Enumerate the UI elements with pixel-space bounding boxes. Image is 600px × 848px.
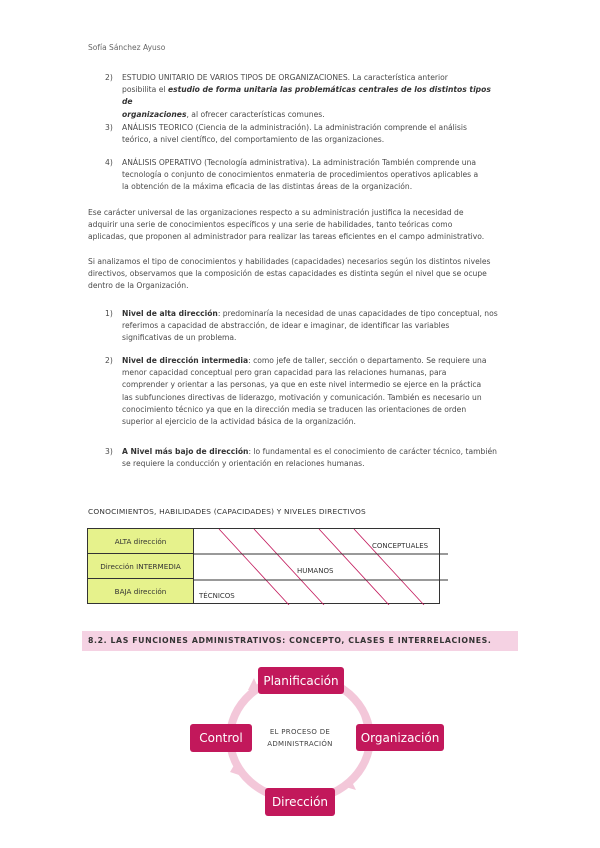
item-number: 3) xyxy=(105,447,113,456)
paragraph-line: aplicadas, que proponen al administrador para realizar las tareas eficientes en el campo administrativo. xyxy=(88,232,485,242)
item-text: ANÁLISIS OPERATIVO (Tecnología administrativa). La administración También comprende una xyxy=(122,158,477,167)
item-text: La característica anterior xyxy=(352,73,448,82)
skill-label: CONCEPTUALES xyxy=(372,542,429,550)
item-text: menor capacidad conceptual pero gran capacidad para las relaciones humanas, para xyxy=(122,368,447,378)
level-name: Nivel de dirección intermedia xyxy=(122,356,249,365)
item-number: 2) xyxy=(105,73,113,82)
center-line: EL PROCESO DE xyxy=(269,728,331,736)
organizacion-box: Organización xyxy=(356,724,444,751)
item-text: : lo fundamental es el conocimiento de carácter técnico, también xyxy=(248,447,497,456)
list-item xyxy=(105,72,500,121)
item-emphasis: organizaciones xyxy=(122,109,187,119)
item-text: teórico, a nivel científico, del comportamiento de las organizaciones. xyxy=(122,135,385,145)
paragraph-line: Ese carácter universal de las organizaciones respecto a su administración justifica la necesidad de xyxy=(88,208,464,217)
item-text: : predominaría la necesidad de unas capacidades de tipo conceptual, nos xyxy=(217,309,498,318)
paragraph-line: dentro de la Organización. xyxy=(88,281,189,291)
paragraph-line: directivos, observamos que la composición de estas capacidades es distinta según el nivel que se ocupe xyxy=(88,269,487,279)
level-name: Nivel de alta dirección xyxy=(122,309,218,318)
item-text: tecnología o conjunto de conocimientos enmateria de procedimientos operativos aplicables a xyxy=(122,170,479,180)
level-cell: ALTA dirección xyxy=(88,529,194,554)
item-text: : como jefe de taller, sección o departamento. Se requiere una xyxy=(248,356,487,365)
item-text: referimos a capacidad de abstracción, de idear e imaginar, de identificar las variables xyxy=(122,321,450,331)
level-name: A Nivel más bajo de dirección xyxy=(122,447,249,456)
list-item xyxy=(105,122,500,146)
item-number: 4) xyxy=(105,158,113,167)
list-item xyxy=(105,355,505,428)
section-title: 8.2. LAS FUNCIONES ADMINISTRATIVOS: CONCEPTO, CLASES E INTERRELACIONES. xyxy=(88,636,492,645)
list-item xyxy=(105,446,505,470)
item-text: la obtención de la máxima eficacia de las distintas áreas de la organización. xyxy=(122,182,413,192)
item-text: ANÁLISIS TEORICO (Ciencia de la administración). La administración comprende el análisis xyxy=(122,123,467,132)
level-cell: Dirección INTERMEDIA xyxy=(88,554,194,579)
table-title: CONOCIMIENTOS, HABILIDADES (CAPACIDADES) Y NIVELES DIRECTIVOS xyxy=(88,507,366,516)
author-header: Sofía Sánchez Ayuso xyxy=(88,43,166,52)
item-emphasis: estudio de forma unitaria las problemáticas centrales de los distintos tipos de xyxy=(122,85,491,107)
paragraph xyxy=(88,256,518,293)
direccion-box: Dirección xyxy=(265,788,335,816)
item-text: comprender y orientar a las personas, ya que en este nivel intermedio se ejerce en la práctica xyxy=(122,380,482,390)
item-number: 3) xyxy=(105,123,113,132)
item-number: 2) xyxy=(105,356,113,365)
table-row xyxy=(88,529,440,554)
item-number: 1) xyxy=(105,309,113,318)
item-heading: ESTUDIO UNITARIO DE VARIOS TIPOS DE ORGANIZACIONES. xyxy=(122,73,351,82)
item-text: , al ofrecer características comunes. xyxy=(186,109,325,119)
diagonal-line xyxy=(354,529,424,605)
control-box: Control xyxy=(190,724,252,752)
item-text: significativas de un problema. xyxy=(122,333,237,343)
center-line: ADMINISTRACIÓN xyxy=(267,740,333,748)
list-item xyxy=(105,308,505,345)
item-text: las subfunciones directivas de liderazgo, motivación y comunicación. También es necesario un xyxy=(122,392,482,402)
paragraph xyxy=(88,207,518,244)
paragraph-line: adquirir una serie de conocimientos específicos y una serie de habilidades, tanto teóricas como xyxy=(88,220,453,230)
skill-label: HUMANOS xyxy=(297,567,334,575)
planificacion-box: Planificación xyxy=(258,667,344,694)
item-text: conocimiento técnico ya que en la dirección media se traducen las orientaciones de orden xyxy=(122,404,467,414)
item-text: superior al ejercicio de la actividad básica de la organización. xyxy=(122,417,356,427)
level-cell: BAJA dirección xyxy=(88,579,194,604)
list-item xyxy=(105,157,500,194)
cycle-center-label xyxy=(255,726,345,750)
item-text: posibilita el xyxy=(122,85,168,95)
item-text: se requiere la conducción y orientación en relaciones humanas. xyxy=(122,459,365,469)
skill-label: TÉCNICOS xyxy=(199,592,235,600)
paragraph-line: Si analizamos el tipo de conocimientos y habilidades (capacidades) necesarios según los distintos niveles xyxy=(88,257,491,266)
levels-table xyxy=(87,528,440,604)
skills-diagram-cell xyxy=(194,529,440,604)
